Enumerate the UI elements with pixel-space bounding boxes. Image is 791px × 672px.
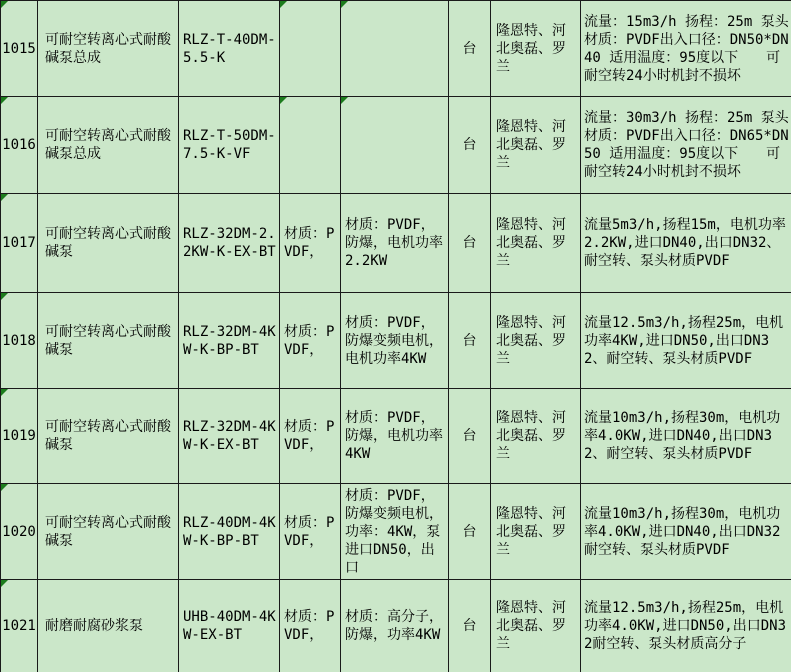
cell-text: 流量10m3/h,扬程30m，电机功率4.0KW,进口DN40,出口DN32、耐空转、泵头材质PVDF — [584, 410, 781, 462]
cell-brands[interactable] — [491, 580, 581, 672]
cell-text: 1017 — [2, 235, 36, 251]
cell-text: 隆恩特、河北奥磊、罗兰 — [496, 410, 566, 462]
cell-text: 材质：PVDF， — [284, 609, 335, 643]
cell-row-id[interactable] — [1, 194, 38, 293]
cell-model-number[interactable] — [179, 97, 280, 194]
cell-model-number[interactable] — [179, 293, 280, 389]
error-indicator-triangle-icon — [1, 580, 8, 587]
cell-text: 可耐空转离心式耐酸碱泵 — [45, 323, 171, 358]
cell-text: 台 — [462, 332, 477, 349]
cell-material[interactable] — [280, 293, 341, 389]
cell-text: 流量12.5m3/h,扬程25m，电机功率4KW,进口DN50,出口DN32、耐空转、泵头材质PVDF — [584, 314, 784, 367]
cell-text: 材质：PVDF， — [284, 323, 335, 358]
error-indicator-triangle-icon — [341, 97, 348, 104]
cell-text: 台 — [462, 137, 477, 153]
cell-text: 台 — [462, 618, 477, 634]
cell-text: UHB-40DM-4KW-EX-BT — [183, 609, 276, 643]
cell-text: 流量5m3/h,扬程15m，电机功率2.2KW,进口DN40,出口DN32、耐空转、泵头材质PVDF — [584, 217, 786, 269]
cell-product-name[interactable] — [38, 194, 179, 293]
cell-description[interactable] — [581, 389, 791, 484]
cell-text: 1020 — [2, 523, 36, 540]
error-indicator-triangle-icon — [280, 97, 287, 104]
cell-unit[interactable] — [449, 1, 491, 97]
cell-product-name[interactable] — [38, 389, 179, 484]
error-indicator-triangle-icon — [1, 1, 8, 8]
cell-brands[interactable] — [491, 389, 581, 484]
cell-text: 可耐空转离心式耐酸碱泵总成 — [45, 128, 171, 162]
cell-text: 1021 — [2, 618, 36, 634]
cell-description[interactable] — [581, 484, 791, 580]
cell-text: 流量：30m3/h 扬程：25m 泵头材质：PVDF出入口径：DN65*DN50 适用温度：95度以下 可耐空转24小时机封不损坏 — [584, 110, 789, 180]
cell-text: 材质：PVDF，防爆变频电机，电机功率4KW — [345, 314, 443, 367]
cell-text: 流量10m3/h,扬程30m，电机功率4.0KW,进口DN40,出口DN32耐空转、泵头材质PVDF — [584, 505, 781, 558]
cell-brands[interactable] — [491, 1, 581, 97]
cell-unit[interactable] — [449, 194, 491, 293]
cell-unit[interactable] — [449, 580, 491, 672]
table-row — [1, 389, 791, 484]
cell-text: 可耐空转离心式耐酸碱泵 — [45, 226, 171, 260]
table-row — [1, 194, 791, 293]
cell-row-id[interactable] — [1, 389, 38, 484]
error-indicator-triangle-icon — [341, 1, 348, 8]
cell-text: 隆恩特、河北奥磊、罗兰 — [496, 314, 566, 367]
cell-text: 隆恩特、河北奥磊、罗兰 — [496, 505, 566, 558]
cell-spec[interactable] — [341, 580, 449, 672]
cell-unit[interactable] — [449, 293, 491, 389]
cell-product-name[interactable] — [38, 293, 179, 389]
cell-brands[interactable] — [491, 293, 581, 389]
cell-spec[interactable] — [341, 484, 449, 580]
cell-text: RLZ-32DM-4KW-K-EX-BT — [183, 419, 276, 453]
cell-text: 1018 — [2, 332, 36, 349]
cell-material[interactable] — [280, 194, 341, 293]
cell-brands[interactable] — [491, 194, 581, 293]
cell-text: 台 — [462, 428, 477, 444]
cell-model-number[interactable] — [179, 1, 280, 97]
error-indicator-triangle-icon — [280, 1, 287, 8]
cell-text: 材质：PVDF， — [284, 419, 335, 453]
cell-text: RLZ-32DM-2.2KW-K-EX-BT — [183, 226, 276, 260]
cell-row-id[interactable] — [1, 1, 38, 97]
table-body — [1, 1, 791, 672]
cell-spec[interactable] — [341, 194, 449, 293]
cell-brands[interactable] — [491, 97, 581, 194]
cell-product-name[interactable] — [38, 484, 179, 580]
cell-text: 隆恩特、河北奥磊、罗兰 — [496, 600, 566, 652]
cell-text: 隆恩特、河北奥磊、罗兰 — [496, 119, 566, 171]
cell-row-id[interactable] — [1, 293, 38, 389]
cell-text: 台 — [462, 523, 477, 540]
cell-model-number[interactable] — [179, 580, 280, 672]
cell-material[interactable] — [280, 580, 341, 672]
cell-text: 1019 — [2, 428, 36, 444]
cell-text: 台 — [462, 40, 477, 57]
cell-material[interactable] — [280, 97, 341, 194]
error-indicator-triangle-icon — [1, 293, 8, 300]
cell-product-name[interactable] — [38, 97, 179, 194]
cell-text: 流量12.5m3/h,扬程25m，电机功率4.0KW,进口DN50,出口DN32耐空转、泵头材质高分子 — [584, 600, 787, 652]
cell-text: RLZ-32DM-4KW-K-BP-BT — [183, 323, 276, 358]
table-row — [1, 580, 791, 672]
cell-spec[interactable] — [341, 293, 449, 389]
cell-row-id[interactable] — [1, 580, 38, 672]
cell-spec[interactable] — [341, 1, 449, 97]
cell-text: 隆恩特、河北奥磊、罗兰 — [496, 217, 566, 269]
cell-text: 材质：PVDF，防爆，电机功率2.2KW — [345, 217, 443, 269]
cell-product-name[interactable] — [38, 1, 179, 97]
table-row — [1, 484, 791, 580]
cell-text: 可耐空转离心式耐酸碱泵 — [45, 419, 171, 453]
cell-model-number[interactable] — [179, 389, 280, 484]
cell-row-id[interactable] — [1, 97, 38, 194]
table-row — [1, 1, 791, 97]
cell-model-number[interactable] — [179, 194, 280, 293]
cell-description[interactable] — [581, 194, 791, 293]
cell-brands[interactable] — [491, 484, 581, 580]
table-row — [1, 97, 791, 194]
cell-unit[interactable] — [449, 97, 491, 194]
cell-text: 1016 — [2, 137, 36, 153]
cell-text: 材质：PVDF，防爆，电机功率4KW — [345, 410, 443, 462]
cell-unit[interactable] — [449, 484, 491, 580]
cell-text: 材质：PVDF， — [284, 514, 335, 549]
cell-model-number[interactable] — [179, 484, 280, 580]
cell-text: 材质：高分子，防爆，功率4KW — [345, 609, 443, 643]
cell-text: RLZ-T-40DM-5.5-K — [183, 31, 276, 66]
cell-material[interactable] — [280, 1, 341, 97]
cell-description[interactable] — [581, 1, 791, 97]
cell-text: 流量：15m3/h 扬程：25m 泵头材质：PVDF出入口径：DN50*DN40 适用温度：95度以下 可耐空转24小时机封不损坏 — [584, 13, 789, 84]
cell-material[interactable] — [280, 484, 341, 580]
cell-description[interactable] — [581, 580, 791, 672]
cell-row-id[interactable] — [1, 484, 38, 580]
cell-description[interactable] — [581, 97, 791, 194]
error-indicator-triangle-icon — [1, 484, 8, 491]
cell-text: 耐磨耐腐砂浆泵 — [45, 618, 143, 634]
error-indicator-triangle-icon — [1, 194, 8, 201]
cell-text: 材质：PVDF，防爆变频电机，功率：4KW，泵进口DN50，出口 — [345, 487, 443, 576]
error-indicator-triangle-icon — [1, 389, 8, 396]
table-row — [1, 293, 791, 389]
cell-unit[interactable] — [449, 389, 491, 484]
cell-spec[interactable] — [341, 97, 449, 194]
cell-text: RLZ-T-50DM-7.5-K-VF — [183, 128, 276, 162]
cell-text: 隆恩特、河北奥磊、罗兰 — [496, 22, 566, 75]
cell-product-name[interactable] — [38, 580, 179, 672]
error-indicator-triangle-icon — [1, 97, 8, 104]
cell-description[interactable] — [581, 293, 791, 389]
cell-text: 材质：PVDF， — [284, 226, 335, 260]
cell-material[interactable] — [280, 389, 341, 484]
cell-text: 可耐空转离心式耐酸碱泵总成 — [45, 31, 171, 66]
cell-text: 台 — [462, 235, 477, 251]
cell-text: 1015 — [2, 40, 36, 57]
cell-spec[interactable] — [341, 389, 449, 484]
cell-text: 可耐空转离心式耐酸碱泵 — [45, 514, 171, 549]
cell-text: RLZ-40DM-4KW-K-BP-BT — [183, 514, 276, 549]
